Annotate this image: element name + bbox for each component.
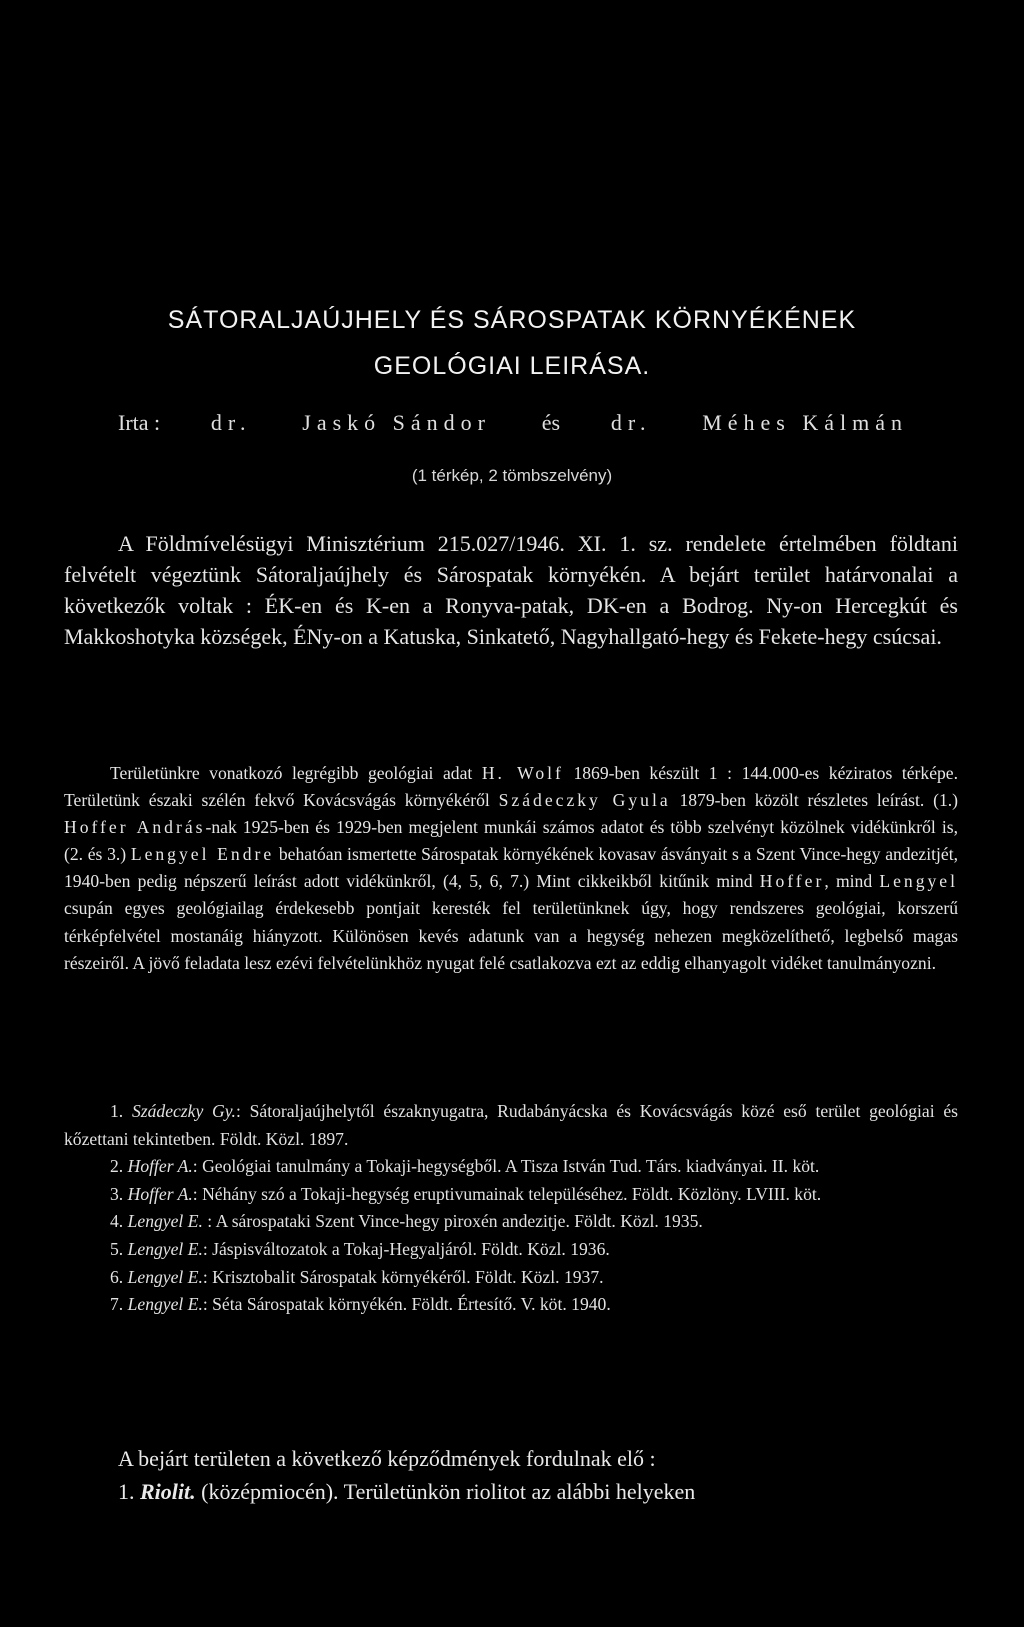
closing-section bbox=[118, 1442, 963, 1508]
author-title-2: dr. bbox=[610, 410, 652, 435]
reference-item bbox=[64, 1208, 958, 1236]
reference-author: Hoffer A. bbox=[127, 1156, 193, 1177]
closing-line-2 bbox=[118, 1475, 963, 1508]
history-paragraph bbox=[64, 760, 958, 977]
closing-number: 1. bbox=[118, 1479, 135, 1504]
history-name-4: Lengyel Endre bbox=[130, 844, 275, 865]
reference-number: 1. bbox=[110, 1101, 124, 1121]
history-text-4: -nak 1925-ben és 1929-ben megjelent munkái számos adatot és több szelvényt közölnek vidékünkről is, (2. és 3.) bbox=[64, 817, 958, 865]
author-line bbox=[118, 410, 908, 436]
author-name-2: Méhes Kálmán bbox=[702, 410, 908, 435]
history-name-3: Hoffer András bbox=[64, 817, 206, 838]
history-text-5: behatóan ismertette Sárospatak környékének kovasav ásványait s a Szent Vince-hegy andezitjét, 1940-ben pedig népszerű leírást adott vidékünkről, (4, 5, 6, 7.) Mint cikkeikből kitűnik mind bbox=[64, 844, 958, 892]
reference-number: 2. bbox=[110, 1156, 124, 1177]
closing-label: Riolit. bbox=[140, 1479, 196, 1504]
reference-number: 4. bbox=[110, 1211, 124, 1232]
reference-text: : Geológiai tanulmány a Tokaji-hegységből. A Tisza István Tud. Társ. kiadványai. II. köt. bbox=[192, 1156, 820, 1177]
history-name-6: Lengyel bbox=[879, 871, 958, 892]
reference-text: : Krisztobalit Sárospatak környékéről. Földt. Közl. 1937. bbox=[202, 1266, 604, 1287]
history-name-2: Szádeczky Gyula bbox=[498, 790, 671, 811]
reference-number: 7. bbox=[110, 1294, 124, 1315]
reference-item bbox=[64, 1236, 958, 1264]
reference-item bbox=[64, 1153, 958, 1181]
reference-number: 6. bbox=[110, 1266, 124, 1287]
reference-author: Lengyel E. bbox=[127, 1238, 203, 1259]
reference-author: Szádeczky Gy. bbox=[131, 1101, 236, 1121]
author-title-1: dr. bbox=[210, 410, 252, 435]
reference-author: Hoffer A. bbox=[127, 1183, 193, 1204]
authors-prefix: Irta : bbox=[118, 410, 161, 435]
reference-number: 3. bbox=[110, 1183, 124, 1204]
history-text-2: 1869-ben készült 1 : 144.000-es kéziratos térképe. Területünk északi szélén fekvő Kovácsvágás környékéről bbox=[64, 763, 959, 811]
reference-text: : Jáspisváltozatok a Tokaj-Hegyaljáról. Földt. Közl. 1936. bbox=[202, 1238, 610, 1259]
intro-paragraph: A Földmívelésügyi Minisztérium 215.027/1946. XI. 1. sz. rendelete értelmében földtani felvételt végeztünk Sátoraljaújhely és Sárospatak környékén. A bejárt terület határvonalai a következők voltak : ÉK-en és K-en a Ronyva-patak, DK-en a Bodrog. Ny-on Hercegkút és Makkoshotyka községek, ÉNy-on a Katuska, Sinkatető, Nagyhallgató-hegy és Fekete-hegy csúcsai. bbox=[64, 531, 958, 649]
closing-rest: (középmiocén). Területünkön riolitot az alábbi helyeken bbox=[195, 1479, 696, 1504]
subtitle: (1 térkép, 2 tömbszelvény) bbox=[411, 466, 613, 485]
author-name-1: Jaskó Sándor bbox=[302, 410, 491, 435]
reference-author: Lengyel E. bbox=[127, 1294, 203, 1315]
history-text-3: 1879-ben közölt részletes leírást. (1.) bbox=[670, 790, 958, 811]
history-name-1: H. Wolf bbox=[481, 763, 564, 783]
reference-text: : A sárospataki Szent Vince-hegy piroxén andezitje. Földt. Közl. 1935. bbox=[202, 1211, 703, 1232]
reference-author: Lengyel E. bbox=[127, 1266, 203, 1287]
reference-text: : Néhány szó a Tokaji-hegység eruptivumainak településéhez. Földt. Közlöny. LVIII. köt. bbox=[192, 1183, 822, 1204]
reference-item bbox=[64, 1181, 958, 1209]
reference-author: Lengyel E. bbox=[127, 1211, 203, 1232]
reference-text: : Séta Sárospatak környékén. Földt. Értesítő. V. köt. 1940. bbox=[202, 1294, 611, 1315]
title-line-1: SÁTORALJAÚJHELY ÉS SÁROSPATAK KÖRNYÉKÉNEK bbox=[167, 306, 857, 334]
reference-number: 5. bbox=[110, 1238, 124, 1259]
closing-line-1: A bejárt területen a következő képződmények fordulnak elő : bbox=[118, 1446, 656, 1471]
reference-item bbox=[64, 1264, 958, 1292]
history-text-7: csupán egyes geológiailag érdekesebb pontjait keresték fel területünknek úgy, hogy rendszeres geológiai, korszerű térképfelvétel mostanáig hiányzott. Különösen kevés adatunk van a hegység nehezen megközelíthető, legbelső magas részeiről. A jövő feladata lesz ezévi felvételünkhöz nyugat felé csatlakozva ezt az eddig elhanyagolt vidéket tanulmányozni. bbox=[64, 898, 958, 973]
reference-item bbox=[64, 1098, 958, 1153]
history-name-5: Hoffer bbox=[759, 871, 825, 892]
reference-item bbox=[64, 1291, 958, 1319]
history-text-6: , mind bbox=[824, 871, 880, 892]
authors-conjunction: és bbox=[541, 410, 561, 435]
reference-text: : Sátoraljaújhelytől északnyugatra, Rudabányácska és Kovácsvágás közé eső terület geológiai és kőzettani tekintetben. Földt. Közl. 1897. bbox=[64, 1101, 958, 1149]
reference-list bbox=[64, 1098, 958, 1319]
history-text-1: Területünkre vonatkozó legrégibb geológiai adat bbox=[110, 763, 482, 783]
title-line-2: GEOLÓGIAI LEIRÁSA. bbox=[373, 352, 651, 380]
